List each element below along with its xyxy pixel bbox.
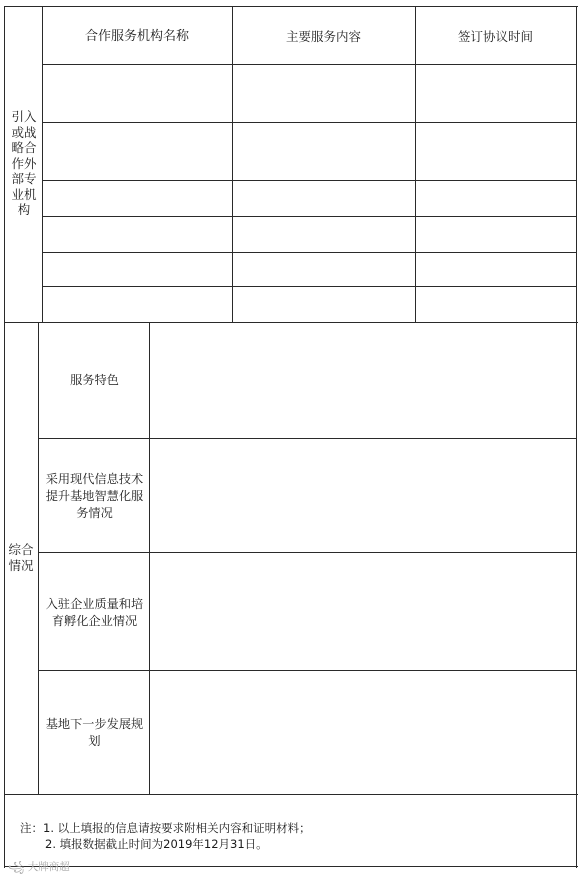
border-bottom <box>4 866 578 867</box>
notes-divider <box>4 794 578 795</box>
item-divider-2 <box>38 552 577 553</box>
column-divider-2 <box>415 6 416 322</box>
header-row-divider <box>42 64 577 65</box>
column-divider-1 <box>232 6 233 322</box>
section2-side-label-text: 综合 情况 <box>8 542 34 573</box>
watermark-text: 大牌商超 <box>27 861 70 873</box>
row-divider-2 <box>42 180 577 181</box>
row-divider-4 <box>42 252 577 253</box>
label-service-features: 服务特色 <box>70 373 119 387</box>
section1-side-label <box>6 109 42 218</box>
border-right <box>576 6 577 868</box>
label-incubation: 入驻企业质量和培 育孵化企业情况 <box>45 597 144 628</box>
header-institution-name: 合作服务机构名称 <box>84 29 189 44</box>
section-divider <box>4 322 578 323</box>
watermark-logo-icon: ꧁ <box>8 861 25 873</box>
section2-side-label <box>4 542 38 573</box>
note-line-2: 2. 填报数据截止时间为2019年12月31日。 <box>45 837 268 851</box>
section1-left-divider <box>42 6 43 322</box>
section1-side-label-text: 引入 或战 略合 作外 部专 业机 构 <box>11 109 37 217</box>
row-divider-5 <box>42 286 577 287</box>
item-divider-1 <box>38 438 577 439</box>
header-agreement-date: 签订协议时间 <box>457 29 533 44</box>
row-divider-1 <box>42 122 577 123</box>
section2-label-divider <box>149 322 150 794</box>
label-development-plan: 基地下一步发展规 划 <box>45 717 144 748</box>
border-top <box>4 6 578 7</box>
label-smart-service: 采用现代信息技术 提升基地智慧化服 务情况 <box>45 472 144 520</box>
note-line-1: 注：1. 以上填报的信息请按要求附相关内容和证明材料； <box>20 821 311 835</box>
header-main-service: 主要服务内容 <box>285 29 361 44</box>
application-form-table <box>4 6 578 868</box>
item-divider-3 <box>38 670 577 671</box>
row-divider-3 <box>42 216 577 217</box>
